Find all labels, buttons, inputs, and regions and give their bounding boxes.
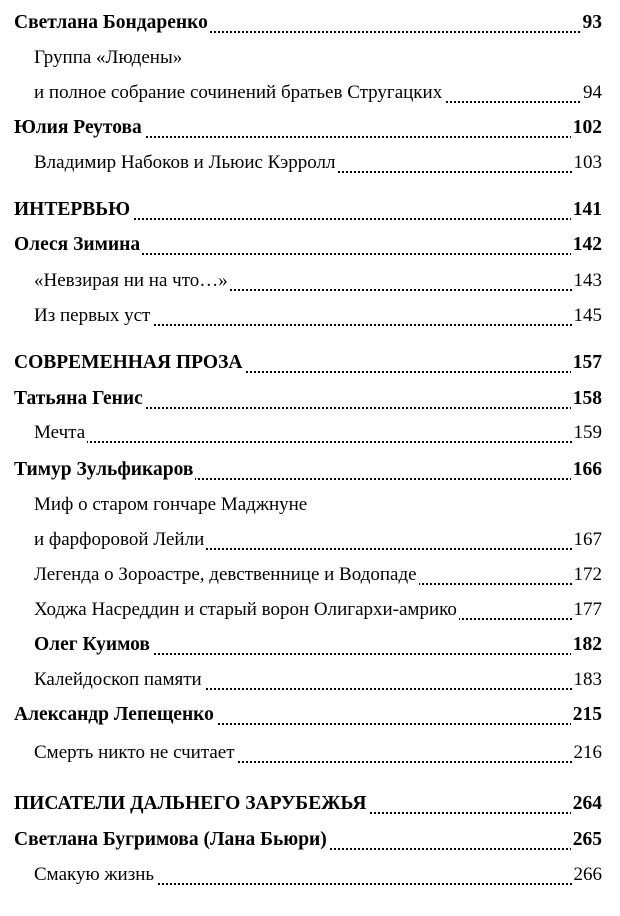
toc-author bbox=[0, 630, 620, 660]
dot-leader bbox=[34, 441, 600, 443]
toc-entry bbox=[0, 78, 620, 108]
toc-entry-title: Юлия Реутова bbox=[14, 113, 144, 143]
toc-entry-title: ПИСАТЕЛИ ДАЛЬНЕГО ЗАРУБЕЖЬЯ bbox=[14, 789, 368, 819]
toc-entry-title: Татьяна Генис bbox=[14, 384, 145, 414]
toc-entry-title: Из первых уст bbox=[34, 301, 152, 331]
toc-entry bbox=[0, 418, 620, 448]
toc-page-number: 158 bbox=[571, 384, 602, 414]
toc-page-number: 264 bbox=[571, 789, 602, 819]
toc-page-number: 141 bbox=[571, 195, 602, 225]
toc-entry-title: и фарфоровой Лейли bbox=[34, 525, 206, 555]
toc-page-number: 159 bbox=[572, 418, 603, 448]
toc-author bbox=[0, 384, 620, 414]
toc-author bbox=[0, 700, 620, 730]
toc-entry-title: «Невзирая ни на что…» bbox=[34, 266, 230, 296]
toc-entry-title: Светлана Бондаренко bbox=[14, 8, 210, 38]
toc-entry bbox=[0, 665, 620, 695]
toc-entry-title: Калейдоскоп памяти bbox=[34, 665, 204, 695]
toc-page-number: 172 bbox=[572, 560, 603, 590]
toc-page-number: 265 bbox=[571, 825, 602, 855]
toc-entry bbox=[0, 860, 620, 890]
toc-entry bbox=[0, 301, 620, 331]
toc-page-number: 216 bbox=[572, 738, 603, 768]
toc-page-number: 142 bbox=[571, 230, 602, 260]
toc-entry-title: Мечта bbox=[34, 418, 87, 448]
toc-entry-title: Легенда о Зороастре, девственнице и Водопаде bbox=[34, 560, 419, 590]
toc-entry-title: Ходжа Насреддин и старый ворон Олигархи-амрико bbox=[34, 595, 459, 625]
toc-author bbox=[0, 230, 620, 260]
toc-entry-title: Миф о старом гончаре Маджнуне bbox=[34, 490, 309, 520]
toc-page-number: 102 bbox=[571, 113, 602, 143]
toc-page-number: 157 bbox=[571, 348, 602, 378]
toc-entry-title: СОВРЕМЕННАЯ ПРОЗА bbox=[14, 348, 244, 378]
toc-entry-title: Тимур Зульфикаров bbox=[14, 455, 195, 485]
toc-entry-title: Владимир Набоков и Льюис Кэрролл bbox=[34, 148, 337, 178]
toc-entry-title: Смакую жизнь bbox=[34, 860, 156, 890]
toc-entry-title: Группа «Людены» bbox=[34, 43, 184, 73]
toc-entry-title: Александр Лепещенко bbox=[14, 700, 216, 730]
toc-section bbox=[0, 195, 620, 225]
toc-page-number: 94 bbox=[581, 78, 602, 108]
toc-page-number: 103 bbox=[572, 148, 603, 178]
toc-entry-title: Светлана Бугримова (Лана Бьюри) bbox=[14, 825, 329, 855]
toc-entry bbox=[0, 560, 620, 590]
toc-page-number: 167 bbox=[572, 525, 603, 555]
toc-entry bbox=[0, 266, 620, 296]
toc-author bbox=[0, 113, 620, 143]
toc-page-number: 166 bbox=[571, 455, 602, 485]
toc-entry bbox=[0, 525, 620, 555]
toc-page-number: 182 bbox=[571, 630, 602, 660]
toc-section bbox=[0, 789, 620, 819]
toc-page-number: 215 bbox=[571, 700, 602, 730]
toc-page-number: 183 bbox=[572, 665, 603, 695]
toc-entry bbox=[0, 738, 620, 768]
toc-page-number: 145 bbox=[572, 301, 603, 331]
toc-entry-title: и полное собрание сочинений братьев Стругацких bbox=[34, 78, 444, 108]
toc-page-number: 177 bbox=[572, 595, 603, 625]
toc-entry-title: Олеся Зимина bbox=[14, 230, 142, 260]
toc-entry bbox=[0, 148, 620, 178]
toc-entry-title: ИНТЕРВЬЮ bbox=[14, 195, 132, 225]
toc-entry-title: Смерть никто не считает bbox=[34, 738, 237, 768]
toc-section bbox=[0, 348, 620, 378]
toc-entry bbox=[0, 43, 620, 73]
toc-page-number: 93 bbox=[581, 8, 603, 38]
toc-author bbox=[0, 8, 620, 38]
toc-page-number: 143 bbox=[572, 266, 603, 296]
toc-entry bbox=[0, 490, 620, 520]
toc-author bbox=[0, 825, 620, 855]
toc-author bbox=[0, 455, 620, 485]
toc-entry-title: Олег Куимов bbox=[34, 630, 152, 660]
toc-page-number: 266 bbox=[572, 860, 603, 890]
toc-entry bbox=[0, 595, 620, 625]
